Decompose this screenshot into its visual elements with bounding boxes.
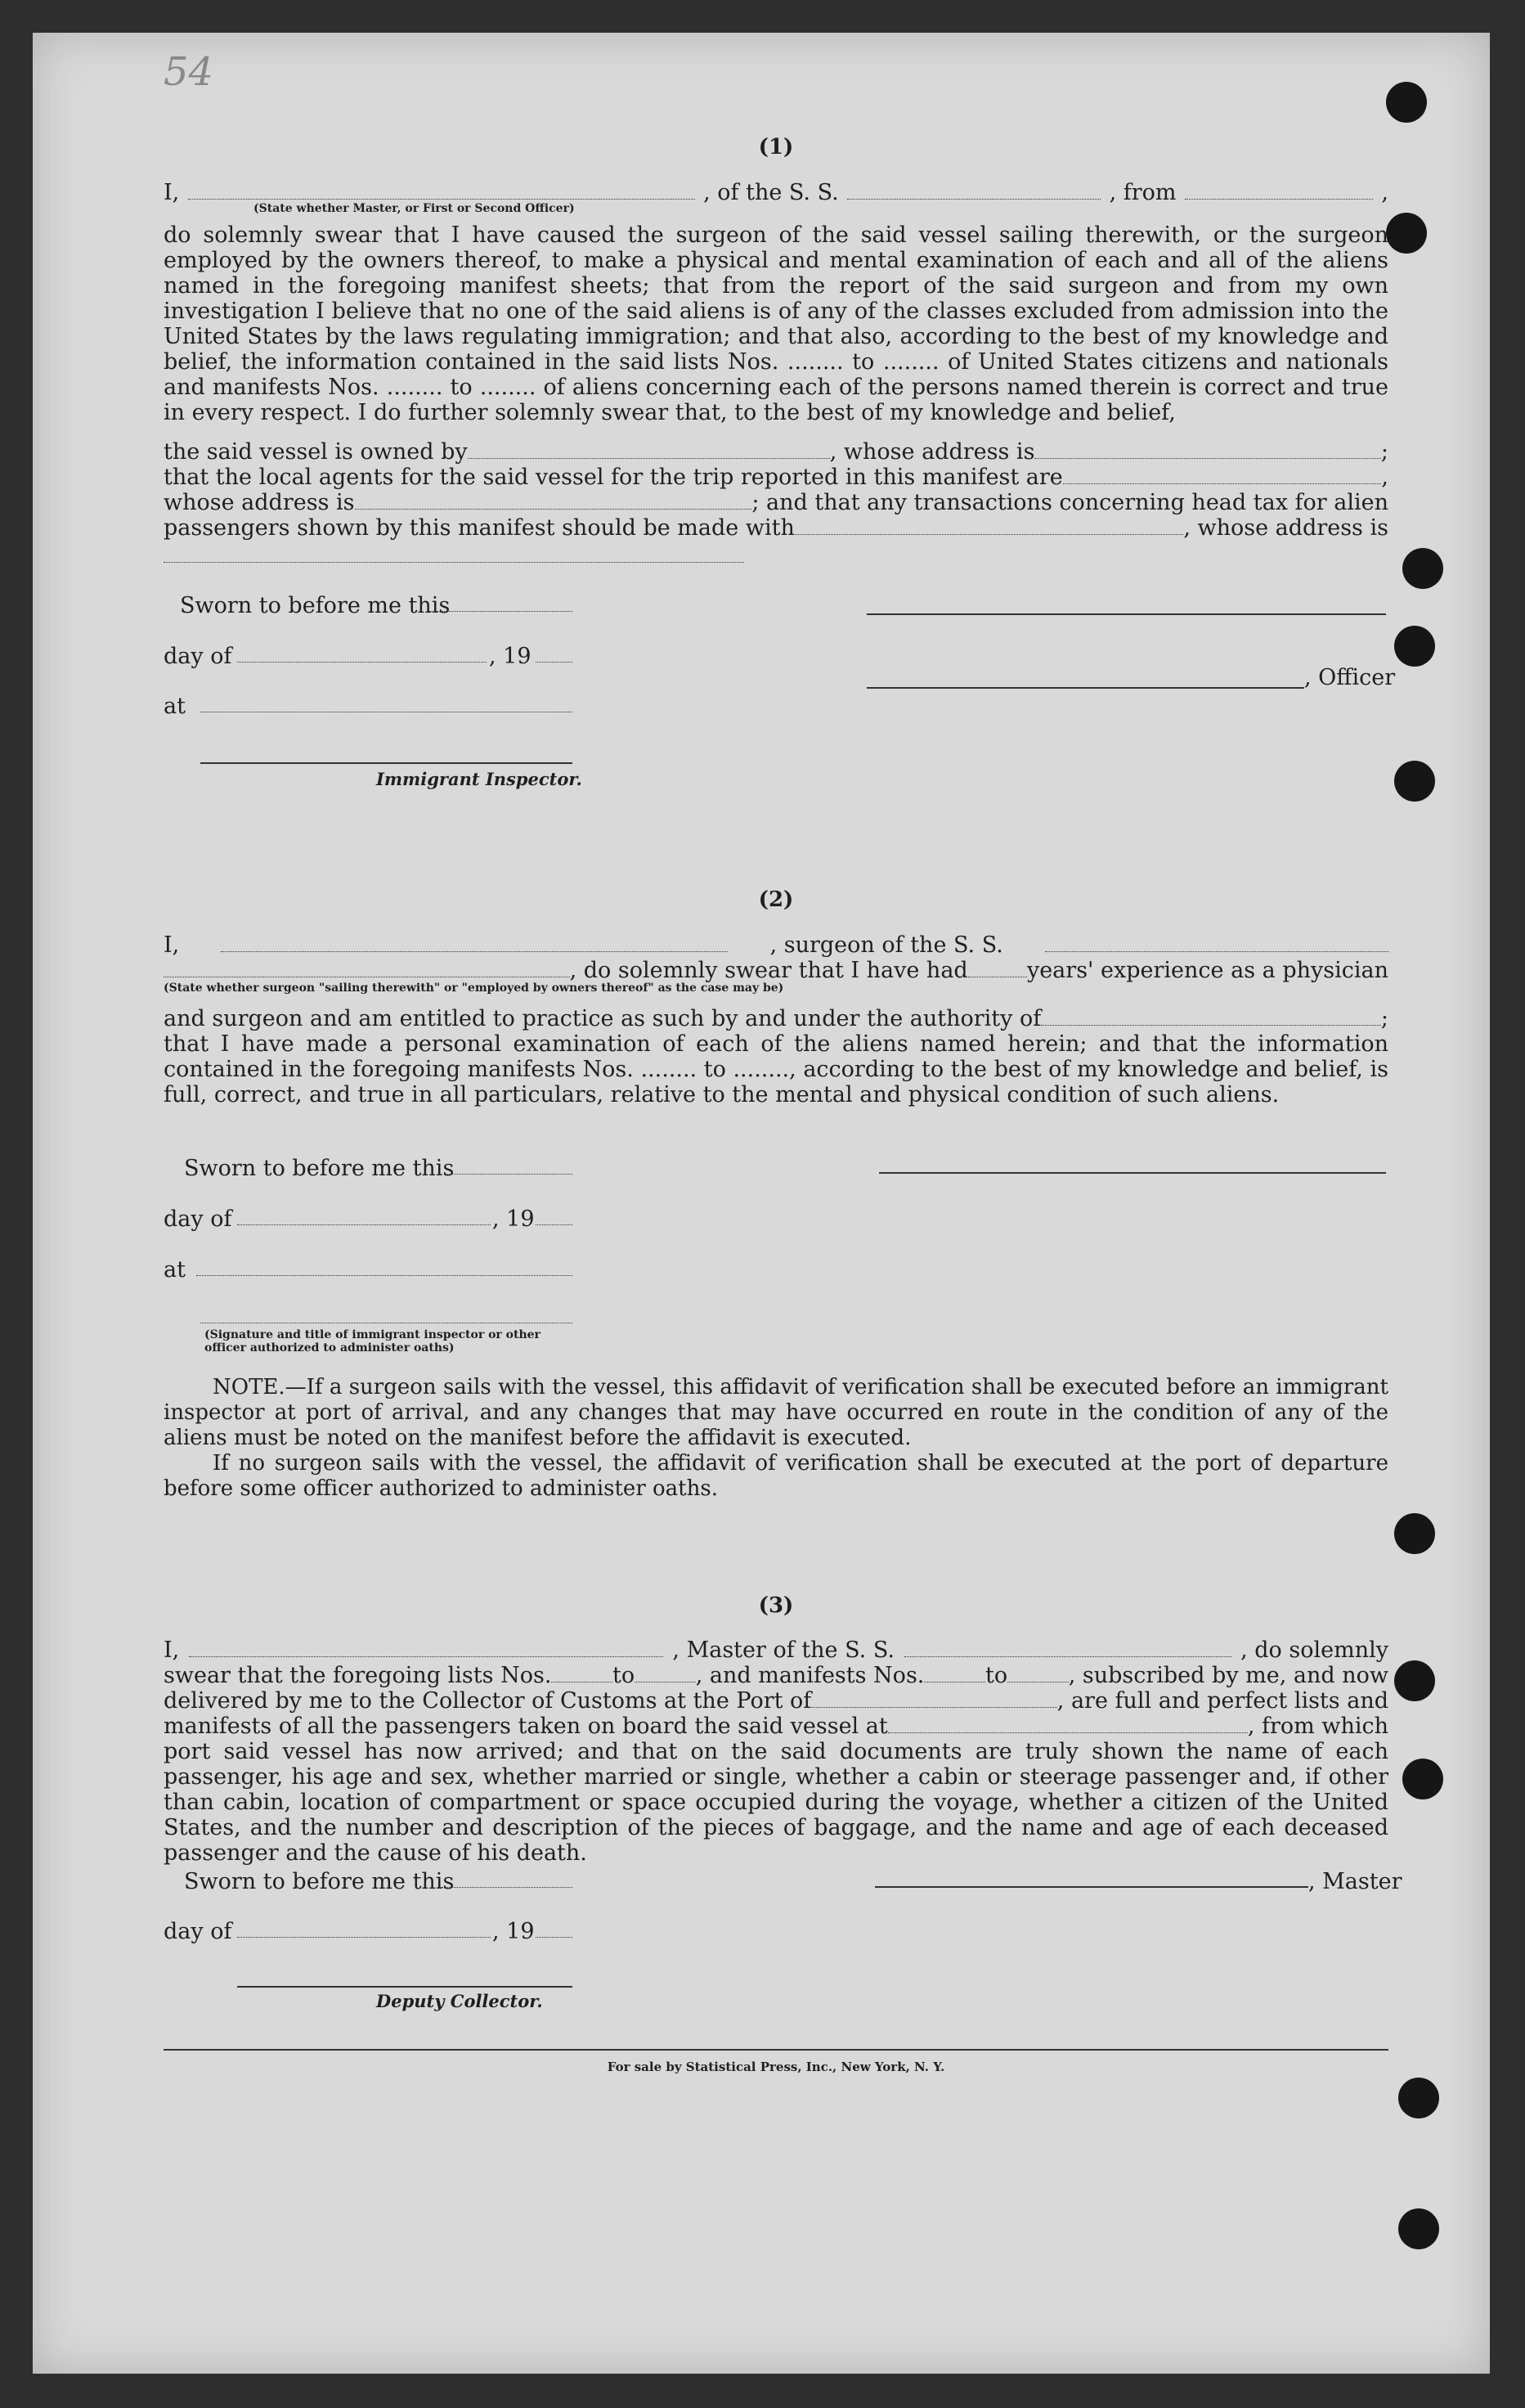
label-do-solemnly: , do solemnly bbox=[1240, 1638, 1388, 1663]
surgeon-name-field[interactable] bbox=[221, 950, 728, 952]
year-label-3: , 19 bbox=[492, 1919, 535, 1944]
label-head-tax: ; and that any transactions concerning head tax for alien bbox=[751, 490, 1388, 515]
agents-field[interactable] bbox=[1063, 483, 1382, 484]
label-owned-by: the said vessel is owned by bbox=[164, 439, 468, 465]
binder-hole bbox=[1394, 1513, 1435, 1554]
binder-hole bbox=[1398, 2208, 1439, 2249]
lists-to-field[interactable] bbox=[635, 1681, 696, 1682]
section-3-line-3 bbox=[164, 1688, 1388, 1714]
section-3-number: (3) bbox=[758, 1593, 794, 1618]
footer-imprint: For sale by Statistical Press, Inc., New York, N. Y. bbox=[607, 2060, 945, 2074]
label-owner-address: , whose address is bbox=[829, 439, 1035, 465]
section-1-number: (1) bbox=[758, 135, 794, 159]
surgeon-signature-line[interactable] bbox=[879, 1172, 1386, 1174]
label-port-of: delivered by me to the Collector of Customs at the Port of bbox=[164, 1688, 812, 1714]
head-tax-address-field[interactable] bbox=[164, 562, 744, 563]
sworn-label-1: Sworn to before me this bbox=[180, 593, 451, 618]
label-manifests-nos: , and manifests Nos. bbox=[695, 1663, 925, 1688]
note-paragraph-1: NOTE.—If a surgeon sails with the vessel, this affidavit of verification shall be executed before an immigrant inspector at port of arrival, and any changes that may have occurred en route in the condition of any of the aliens must be noted on the manifest before the affidavit is executed. bbox=[164, 1375, 1388, 1450]
owner-field[interactable] bbox=[468, 457, 830, 459]
handwritten-page-number: 54 bbox=[164, 49, 214, 95]
label-from: , from bbox=[1109, 180, 1177, 205]
master-name-field[interactable] bbox=[189, 1656, 663, 1657]
label-years-experience: years' experience as a physician bbox=[1026, 958, 1388, 983]
from-port-field[interactable] bbox=[1185, 198, 1373, 200]
day-of-field-2[interactable] bbox=[237, 1224, 491, 1225]
owner-address-field[interactable] bbox=[1034, 457, 1380, 459]
master-signature-line-3[interactable] bbox=[875, 1886, 1308, 1888]
collector-caption: Deputy Collector. bbox=[376, 1991, 543, 2011]
label-surgeon-of-ss: , surgeon of the S. S. bbox=[769, 932, 1003, 958]
surgeon-vessel-field[interactable] bbox=[1045, 950, 1388, 952]
section-2-line-2 bbox=[164, 958, 1388, 983]
day-of-field-1[interactable] bbox=[237, 662, 487, 663]
day-of-label-3: day of bbox=[164, 1919, 232, 1944]
head-tax-field[interactable] bbox=[795, 533, 1183, 535]
officer-label: , Officer bbox=[1304, 665, 1396, 690]
comma: , bbox=[1381, 465, 1388, 490]
label-to: to bbox=[612, 1663, 635, 1688]
sworn-date-field-3[interactable] bbox=[442, 1887, 572, 1888]
surgeon-status-field[interactable] bbox=[164, 976, 570, 977]
label-lists-nos: swear that the foregoing lists Nos. bbox=[164, 1663, 552, 1688]
section-3-line-4 bbox=[164, 1714, 1388, 1739]
inspector-caption: Immigrant Inspector. bbox=[376, 769, 582, 789]
hint-master: (State whether Master, or First or Second Officer) bbox=[253, 202, 575, 215]
agents-address-field[interactable] bbox=[355, 508, 752, 510]
agents-address-line bbox=[164, 490, 1388, 515]
section-2-body: that I have made a personal examination of each of the aliens named herein; and that the information contained in the foregoing manifests Nos. ........ to ........, according to the best of my knowledge and belief, is full, correct, and true in all particulars, relative to the mental and physical condition of such aliens. bbox=[164, 1031, 1388, 1107]
year-field-1[interactable] bbox=[536, 662, 572, 663]
label-to: to bbox=[985, 1663, 1008, 1688]
label-from-which: , from which bbox=[1247, 1714, 1388, 1739]
years-experience-field[interactable] bbox=[968, 976, 1027, 977]
binder-hole bbox=[1402, 548, 1443, 589]
section-2-number: (2) bbox=[758, 887, 794, 912]
label-head-tax-with: passengers shown by this manifest should be made with bbox=[164, 515, 795, 541]
port-field[interactable] bbox=[811, 1706, 1057, 1708]
year-label-2: , 19 bbox=[492, 1206, 535, 1232]
manifests-to-field[interactable] bbox=[1007, 1681, 1069, 1682]
master-signature-line[interactable] bbox=[867, 613, 1386, 615]
semicolon: ; bbox=[1380, 1006, 1388, 1031]
agents-line bbox=[164, 465, 1388, 490]
officer-name-field[interactable] bbox=[188, 198, 695, 200]
manifests-from-field[interactable] bbox=[924, 1681, 985, 1682]
binder-hole bbox=[1394, 626, 1435, 667]
label-agents-address: whose address is bbox=[164, 490, 355, 515]
vessel-name-field[interactable] bbox=[847, 198, 1101, 200]
manifest-sheet bbox=[33, 33, 1490, 2374]
lists-from-field[interactable] bbox=[551, 1681, 612, 1682]
day-of-label-1: day of bbox=[164, 644, 232, 669]
label-taken-on-board: manifests of all the passengers taken on board the said vessel at bbox=[164, 1714, 888, 1739]
head-tax-line bbox=[164, 515, 1388, 541]
sworn-label-3: Sworn to before me this bbox=[184, 1869, 455, 1894]
master-label: , Master bbox=[1308, 1869, 1402, 1894]
binder-hole bbox=[1394, 761, 1435, 802]
comma: , bbox=[1381, 180, 1388, 205]
label-head-tax-address: , whose address is bbox=[1183, 515, 1388, 541]
section-3-line-1 bbox=[164, 1638, 1388, 1663]
inspector-signature-line[interactable] bbox=[200, 762, 572, 764]
note-paragraph-2: If no surgeon sails with the vessel, the affidavit of verification shall be executed at the port of departure before some officer authorized to administer oaths. bbox=[164, 1451, 1388, 1501]
at-label-2: at bbox=[164, 1257, 186, 1283]
sworn-date-field-1[interactable] bbox=[429, 611, 572, 612]
signature-caption: (Signature and title of immigrant inspector or other officer authorized to administer oaths) bbox=[204, 1328, 540, 1354]
binder-hole bbox=[1394, 1660, 1435, 1701]
departure-port-field[interactable] bbox=[888, 1732, 1248, 1733]
section-3-line-2 bbox=[164, 1663, 1388, 1688]
binder-hole bbox=[1402, 1759, 1443, 1799]
label-subscribed: , subscribed by me, and now bbox=[1068, 1663, 1389, 1688]
binder-hole bbox=[1398, 2078, 1439, 2118]
sworn-label-2: Sworn to before me this bbox=[184, 1156, 455, 1181]
at-field-2[interactable] bbox=[196, 1275, 572, 1276]
label-authority: and surgeon and am entitled to practice as such by and under the authority of bbox=[164, 1006, 1042, 1031]
section-3-body: port said vessel has now arrived; and that on the said documents are truly shown the name of each passenger, his age and sex, whether married or single, whether a cabin or steerage passenger and, if other than cabin, location of compartment or space occupied during the voyage, whether a citizen of the United States, and the number and description of the pieces of baggage, and the name and age of each deceased passenger and the cause of his death. bbox=[164, 1739, 1388, 1866]
year-label-1: , 19 bbox=[489, 644, 532, 669]
semicolon: ; bbox=[1380, 439, 1388, 465]
master-vessel-field[interactable] bbox=[904, 1656, 1231, 1657]
label-local-agents: that the local agents for the said vessel for the trip reported in this manifest are bbox=[164, 465, 1063, 490]
bottom-rule bbox=[164, 2049, 1388, 2051]
owned-by-line bbox=[164, 439, 1388, 465]
label-i: I, bbox=[164, 932, 180, 958]
note-block bbox=[164, 1375, 1388, 1502]
day-of-field-3[interactable] bbox=[237, 1937, 491, 1938]
authority-field[interactable] bbox=[1041, 1024, 1381, 1026]
section-2-line-3 bbox=[164, 1006, 1388, 1031]
label-of-ss: , of the S. S. bbox=[703, 180, 839, 205]
officer-signature-line[interactable] bbox=[867, 687, 1304, 689]
label-solemnly-swear: , do solemnly swear that I have had bbox=[569, 958, 968, 983]
year-field-3[interactable] bbox=[536, 1937, 572, 1938]
label-i: I, bbox=[164, 1638, 180, 1663]
binder-hole bbox=[1386, 213, 1427, 254]
label-i: I, bbox=[164, 180, 180, 205]
binder-hole bbox=[1386, 82, 1427, 123]
label-master-of-ss: , Master of the S. S. bbox=[672, 1638, 895, 1663]
section-2-line-1 bbox=[164, 932, 1388, 958]
collector-signature-line[interactable] bbox=[237, 1986, 572, 1988]
section-1-body: do solemnly swear that I have caused the surgeon of the said vessel sailing therewith, or the surgeon employed by the owners thereof, to make a physical and mental examination of each and all of the aliens named in the foregoing manifest sheets; that from the report of the said surgeon and from my own investigation I believe that no one of the said aliens is of any of the classes excluded from admission into the United States by the laws regulating immigration; and that also, according to the best of my knowledge and belief, the information contained in the said lists Nos. ........ to ........ of United States citizens and nationals and manifests Nos. ........ to ........ of aliens concerning each of the persons named therein is correct and true in every respect. I do further solemnly swear that, to the best of my knowledge and belief, bbox=[164, 222, 1388, 425]
label-full-perfect: , are full and perfect lists and bbox=[1056, 1688, 1388, 1714]
day-of-label-2: day of bbox=[164, 1206, 232, 1232]
sworn-date-field-2[interactable] bbox=[446, 1174, 572, 1175]
at-label-1: at bbox=[164, 694, 186, 719]
hint-surgeon: (State whether surgeon "sailing therewith" or "employed by owners thereof" as the case may be) bbox=[164, 982, 784, 995]
year-field-2[interactable] bbox=[536, 1224, 572, 1225]
